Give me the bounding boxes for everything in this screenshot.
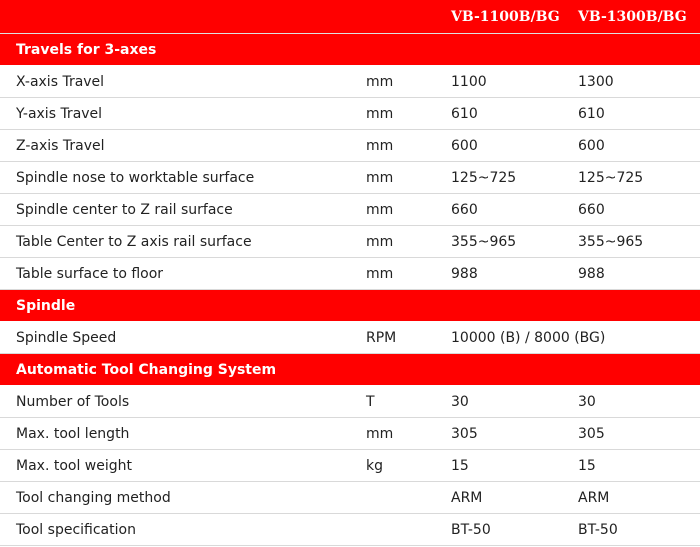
row-unit: mm (358, 226, 441, 258)
row-label: Table surface to floor (0, 258, 358, 290)
row-value-1: 30 (441, 386, 570, 418)
table-row (0, 66, 700, 98)
row-label: Spindle center to Z rail surface (0, 194, 358, 226)
row-label: Tool specification (0, 514, 358, 546)
row-unit: RPM (358, 322, 441, 354)
row-value-2: 15 (570, 450, 700, 482)
row-label: Spindle nose to worktable surface (0, 162, 358, 194)
table-row (0, 418, 700, 450)
row-unit: kg (358, 450, 441, 482)
section-title: Travels for 3-axes (0, 34, 700, 66)
row-label: Tool changing method (0, 482, 358, 514)
row-value-2: 610 (570, 98, 700, 130)
table-row (0, 130, 700, 162)
row-label: Table Center to Z axis rail surface (0, 226, 358, 258)
row-value-2: 125~725 (570, 162, 700, 194)
row-value-combined: 10000 (B) / 8000 (BG) (441, 322, 700, 354)
row-label: Y-axis Travel (0, 98, 358, 130)
row-label: Spindle Speed (0, 322, 358, 354)
section-spindle-header (0, 290, 700, 322)
row-value-1: 305 (441, 418, 570, 450)
row-value-2: 30 (570, 386, 700, 418)
row-value-1: 15 (441, 450, 570, 482)
model-1-header: VB-1100B/BG (441, 0, 570, 34)
table-header-row (0, 0, 700, 34)
row-value-2: ARM (570, 482, 700, 514)
row-value-2: 355~965 (570, 226, 700, 258)
table-row (0, 386, 700, 418)
row-value-2: 1300 (570, 66, 700, 98)
row-label: Number of Tools (0, 386, 358, 418)
row-value-2: 305 (570, 418, 700, 450)
row-label: Z-axis Travel (0, 130, 358, 162)
header-blank (0, 0, 358, 34)
section-atc-header (0, 354, 700, 386)
table-row (0, 450, 700, 482)
row-value-1: ARM (441, 482, 570, 514)
row-unit: mm (358, 162, 441, 194)
row-value-2: BT-50 (570, 514, 700, 546)
row-value-1: 355~965 (441, 226, 570, 258)
row-value-2: 660 (570, 194, 700, 226)
row-value-1: 610 (441, 98, 570, 130)
table-row (0, 194, 700, 226)
row-unit: mm (358, 130, 441, 162)
row-value-2: 600 (570, 130, 700, 162)
row-value-1: BT-50 (441, 514, 570, 546)
row-unit: mm (358, 258, 441, 290)
row-unit: mm (358, 66, 441, 98)
row-unit: mm (358, 418, 441, 450)
row-unit: mm (358, 194, 441, 226)
table-row (0, 322, 700, 354)
section-title: Automatic Tool Changing System (0, 354, 700, 386)
table-row (0, 258, 700, 290)
row-value-1: 125~725 (441, 162, 570, 194)
section-title: Spindle (0, 290, 700, 322)
row-unit: mm (358, 98, 441, 130)
model-2-header: VB-1300B/BG (570, 0, 700, 34)
table-row (0, 162, 700, 194)
row-value-1: 1100 (441, 66, 570, 98)
row-value-1: 660 (441, 194, 570, 226)
row-unit (358, 514, 441, 546)
header-unit-blank (358, 0, 441, 34)
row-label: X-axis Travel (0, 66, 358, 98)
table-row (0, 98, 700, 130)
row-unit: T (358, 386, 441, 418)
table-row (0, 226, 700, 258)
row-unit (358, 482, 441, 514)
row-label: Max. tool weight (0, 450, 358, 482)
table-row (0, 482, 700, 514)
row-value-1: 600 (441, 130, 570, 162)
row-value-1: 988 (441, 258, 570, 290)
row-value-2: 988 (570, 258, 700, 290)
table-row (0, 514, 700, 546)
section-travels-header (0, 34, 700, 66)
row-label: Max. tool length (0, 418, 358, 450)
